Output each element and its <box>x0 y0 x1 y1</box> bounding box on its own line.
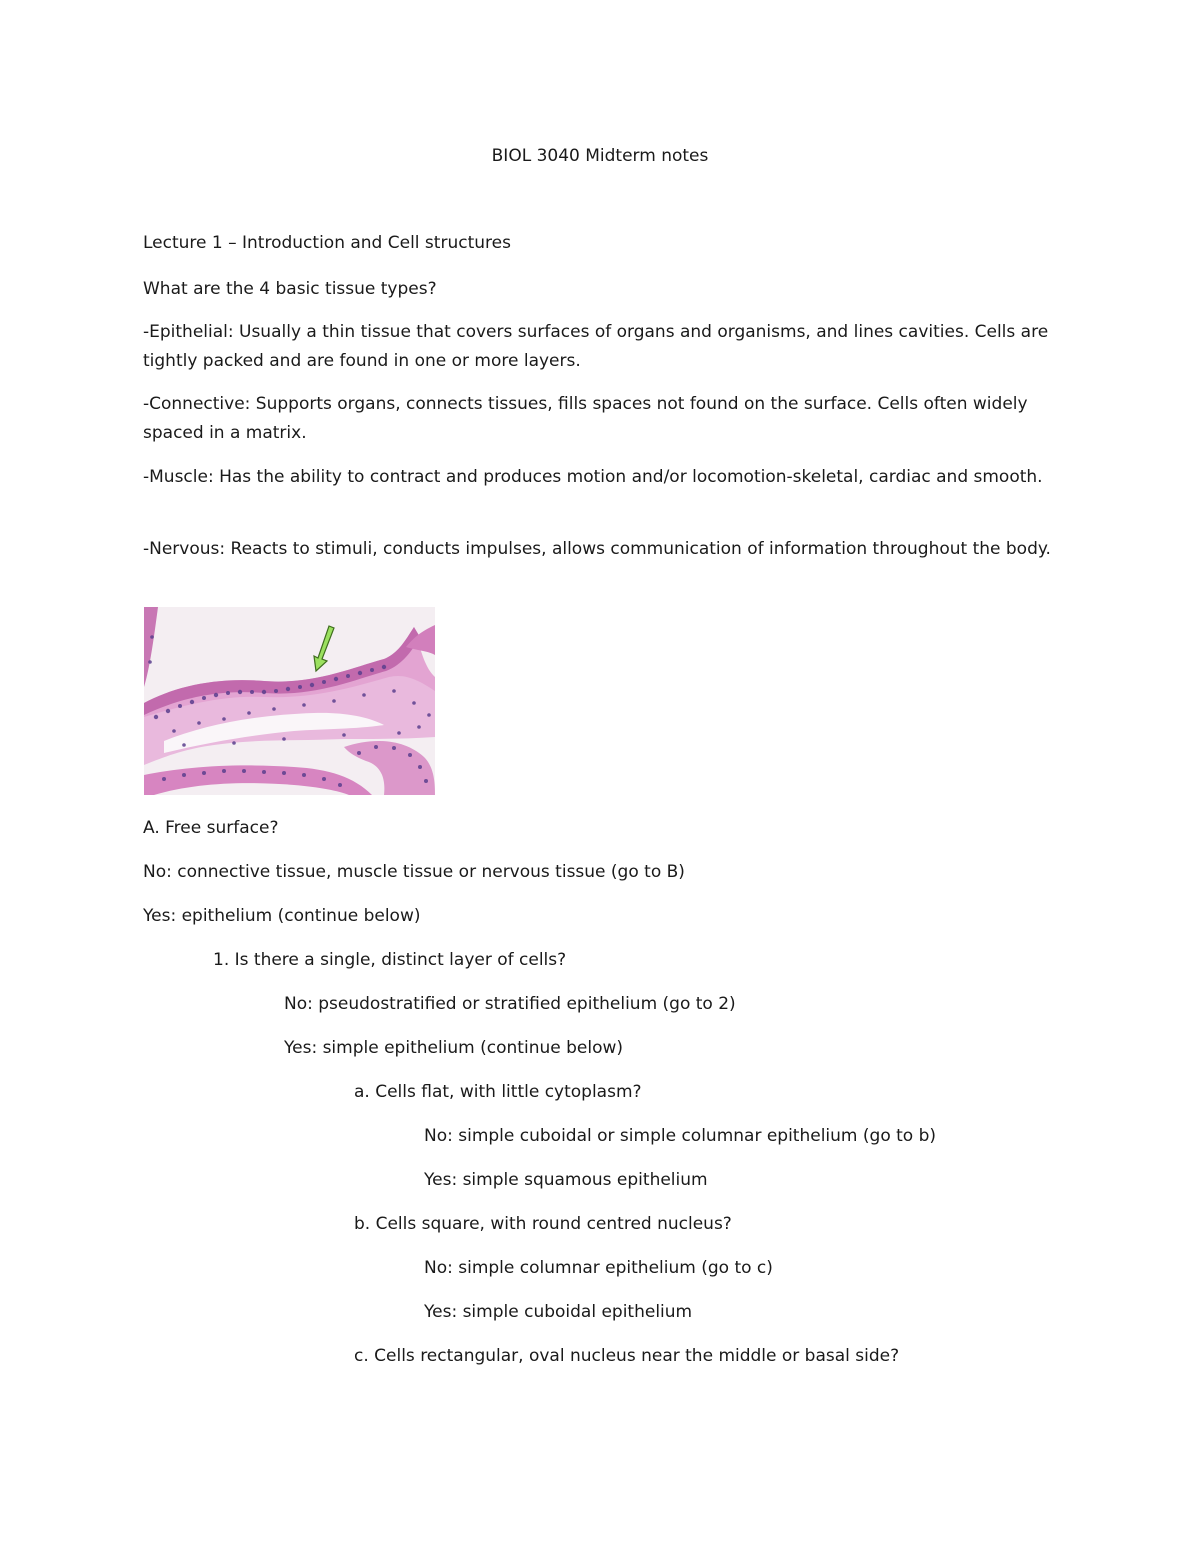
key-a-sub-no: No: simple cuboidal or simple columnar epithelium (go to b) <box>424 1126 937 1146</box>
key-a-question: A. Free surface? <box>143 818 279 838</box>
key-a-no: No: connective tissue, muscle tissue or nervous tissue (go to B) <box>143 862 685 882</box>
key-b-sub-no: No: simple columnar epithelium (go to c) <box>424 1258 773 1278</box>
connective-paragraph: -Connective: Supports organs, connects tissues, fills spaces not found on the surface. Cells often widely spaced in a matrix. <box>143 394 1028 443</box>
key-a-sub-question: a. Cells flat, with little cytoplasm? <box>354 1082 642 1102</box>
key-a-sub-yes: Yes: simple squamous epithelium <box>424 1170 708 1190</box>
muscle-paragraph: -Muscle: Has the ability to contract and produces motion and/or locomotion-skeletal, cardiac and smooth. <box>143 467 1043 487</box>
tissue-types-question: What are the 4 basic tissue types? <box>143 279 437 299</box>
epithelium-micrograph <box>144 607 435 795</box>
key-1-question: 1. Is there a single, distinct layer of cells? <box>213 950 567 970</box>
lecture-heading: Lecture 1 – Introduction and Cell structures <box>143 233 511 253</box>
document-title: BIOL 3040 Midterm notes <box>491 146 709 166</box>
key-1-yes: Yes: simple epithelium (continue below) <box>284 1038 624 1058</box>
key-b-sub-question: b. Cells square, with round centred nucleus? <box>354 1214 732 1234</box>
epithelial-paragraph: -Epithelial: Usually a thin tissue that covers surfaces of organs and organisms, and lines cavities. Cells are tightly packed and are found in one or more layers. <box>143 322 1049 371</box>
key-a-yes: Yes: epithelium (continue below) <box>143 906 421 926</box>
key-1-no: No: pseudostratified or stratified epithelium (go to 2) <box>284 994 736 1014</box>
key-b-sub-yes: Yes: simple cuboidal epithelium <box>424 1302 693 1322</box>
green-arrow-pointer-icon <box>310 625 338 673</box>
key-c-sub-question: c. Cells rectangular, oval nucleus near the middle or basal side? <box>354 1346 900 1366</box>
nervous-paragraph: -Nervous: Reacts to stimuli, conducts impulses, allows communication of information throughout the body. <box>143 539 1051 559</box>
